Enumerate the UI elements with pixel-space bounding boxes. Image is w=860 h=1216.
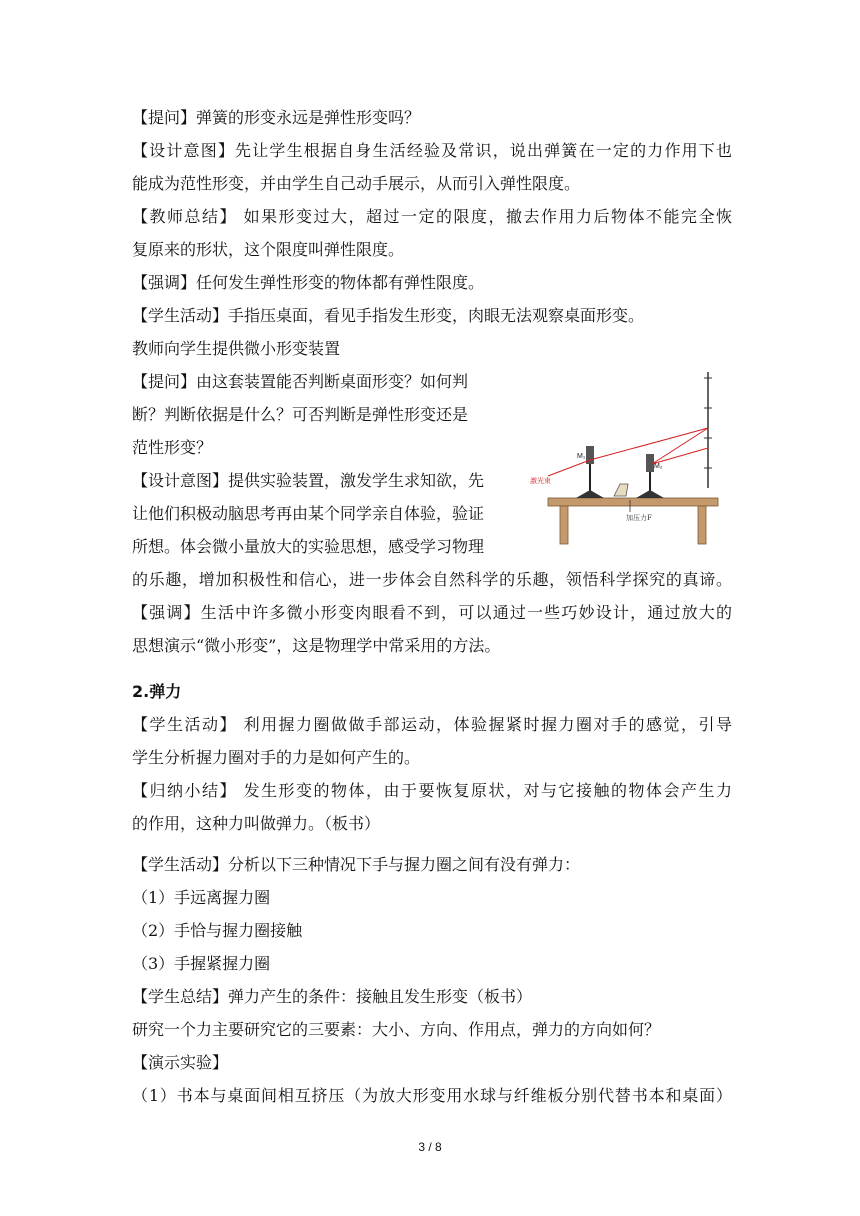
section-heading: 2.弹力 — [132, 682, 182, 701]
teacher-summary-line: 【教师总结】 如果形变过大，超过一定的限度，撤去作用力后物体不能完全恢 — [132, 207, 732, 226]
m1-label: M₁ — [577, 453, 586, 460]
list-item: （1）手远离握力圈 — [132, 888, 271, 907]
m2-label: M₂ — [654, 463, 663, 470]
emphasis-line: 思想演示“微小形变”，这是物理学中常采用的方法。 — [132, 636, 501, 655]
student-summary-line: 【学生总结】弹力产生的条件：接触且发生形变（板书） — [132, 987, 533, 1006]
student-activity-line: 【学生活动】分析以下三种情况下手与握力圈之间有没有弹力： — [132, 855, 581, 874]
force-label: 加压力F — [626, 514, 652, 522]
design-intent-line: 所想。体会微小量放大的实验思想，感受学习物理 — [132, 537, 485, 556]
summary-line: 的作用，这种力叫做弹力。（板书） — [132, 814, 381, 833]
laser-beam — [548, 428, 708, 476]
paragraph-line: 教师向学生提供微小形变装置 — [132, 339, 341, 358]
paragraph-line: 研究一个力主要研究它的三要素：大小、方向、作用点，弹力的方向如何？ — [132, 1020, 661, 1039]
design-intent-line: 【设计意图】提供实验装置，激发学生求知欲，先 — [132, 471, 485, 490]
laser-label: 激光束 — [530, 477, 551, 485]
student-activity-line: 学生分析握力圈对手的力是如何产生的。 — [132, 748, 421, 767]
student-activity-line: 【学生活动】手指压桌面，看见手指发生形变，肉眼无法观察桌面形变。 — [132, 306, 645, 325]
table-top — [548, 498, 718, 506]
emphasis-line: 【强调】生活中许多微小形变肉眼看不到，可以通过一些巧妙设计，通过放大的 — [132, 603, 732, 622]
student-activity-line: 【学生活动】 利用握力圈做做手部运动，体验握紧时握力圈对手的感觉，引导 — [132, 715, 732, 734]
teacher-summary-line: 复原来的形状，这个限度叫弹性限度。 — [132, 240, 405, 259]
list-item: （2）手恰与握力圈接触 — [132, 921, 303, 940]
question-line: 范性形变？ — [132, 438, 213, 457]
design-intent-line: 能成为范性形变，并由学生自己动手展示，从而引入弹性限度。 — [132, 174, 581, 193]
design-intent-line: 【设计意图】先让学生根据自身生活经验及常识，说出弹簧在一定的力作用下也 — [132, 141, 732, 160]
demo-item: （1）书本与桌面间相互挤压（为放大形变用水球与纤维板分别代替书本和桌面） — [132, 1086, 732, 1105]
list-item: （3）手握紧握力圈 — [132, 954, 271, 973]
emphasis-line: 【强调】任何发生弹性形变的物体都有弹性限度。 — [132, 273, 485, 292]
question-line: 【提问】弹簧的形变永远是弹性形变吗？ — [132, 108, 421, 127]
micro-deformation-apparatus-figure — [530, 368, 740, 548]
press-object — [614, 484, 628, 496]
question-line: 【提问】由这套装置能否判断桌面形变？如何判 — [132, 372, 469, 391]
design-intent-line: 的乐趣，增加积极性和信心，进一步体会自然科学的乐趣，领悟科学探究的真谛。 — [132, 570, 732, 589]
demo-heading: 【演示实验】 — [132, 1053, 229, 1072]
design-intent-line: 让他们积极动脑思考再由某个同学亲自体验，验证 — [132, 504, 485, 523]
question-line: 断？判断依据是什么？可否判断是弹性形变还是 — [132, 405, 469, 424]
page-number: 3 / 8 — [418, 1140, 442, 1154]
summary-line: 【归纳小结】 发生形变的物体，由于要恢复原状，对与它接触的物体会产生力 — [132, 781, 732, 800]
